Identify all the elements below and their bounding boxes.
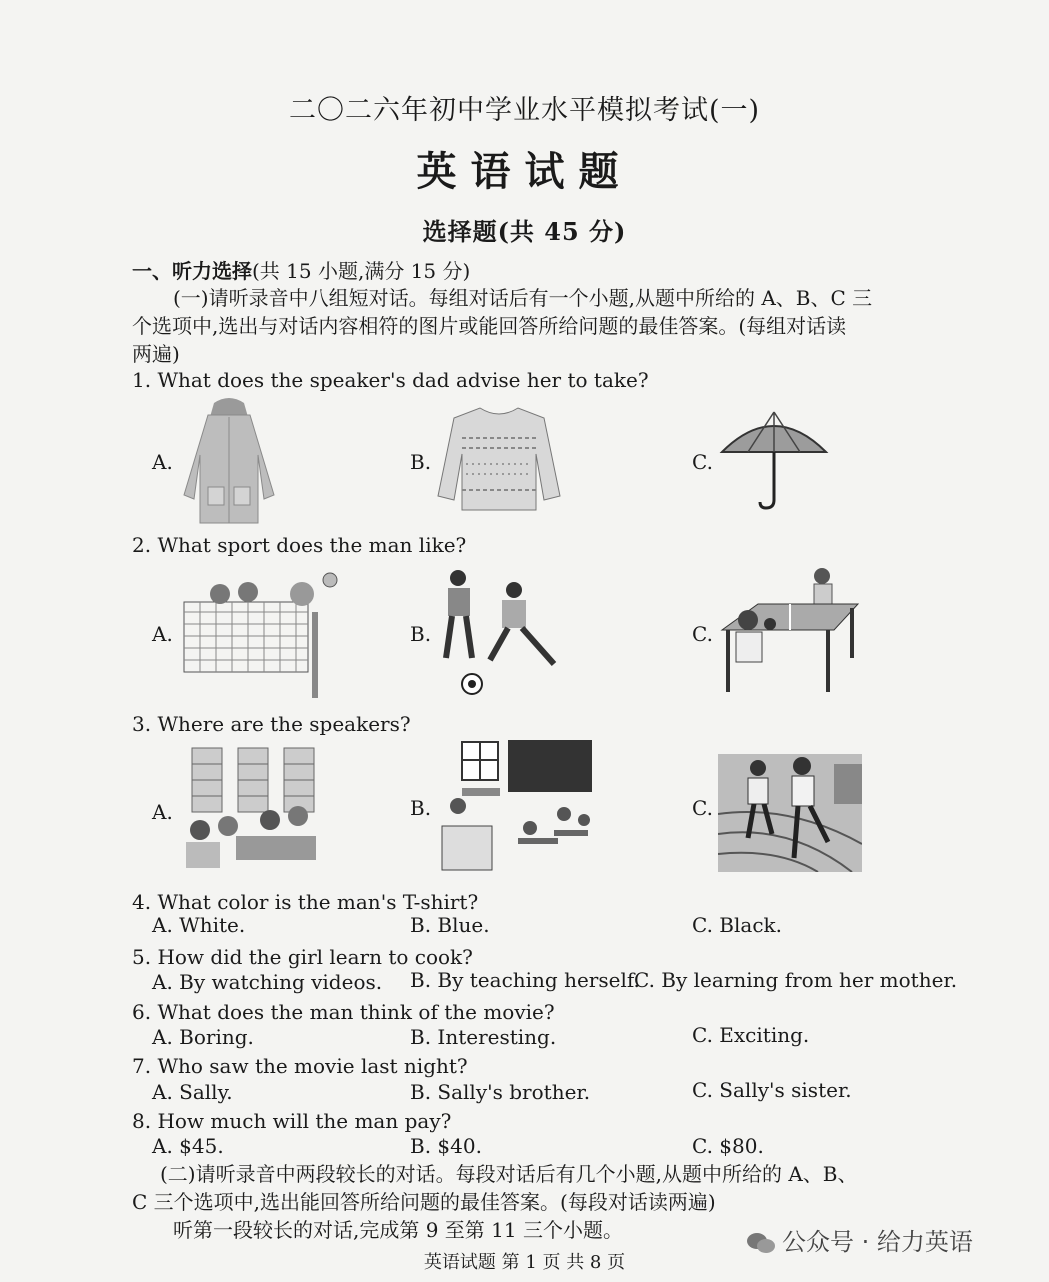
option-text: B. Sally's brother. [410,1080,591,1104]
option-text: B. By teaching herself. [410,968,640,992]
option-label: A. [152,800,173,824]
option-text: A. Boring. [152,1025,254,1049]
question-4: 4. What color is the man's T-shirt? [132,890,479,914]
volleyball-image [180,572,340,700]
classroom-image [438,740,592,872]
option-text: C. By learning from her mother. [634,968,958,992]
library-image [180,744,322,876]
page-footer: 英语试题 第 1 页 共 8 页 [423,1252,626,1273]
option-text: A. $45. [152,1134,224,1158]
instruction-line: (二)请听录音中两段较长的对话。每段对话后有几个小题,从题中所给的 A、B、 [160,1162,858,1186]
part-title: 选择题(共 45 分) [422,217,627,246]
instruction-line: 个选项中,选出与对话内容相符的图片或能回答所给问题的最佳答案。(每组对话读 [132,314,847,338]
option-text: C. $80. [692,1134,764,1158]
table-tennis-image [718,566,860,696]
section-heading-note: (共 15 小题,满分 15 分) [252,259,471,283]
option-label: A. [152,450,173,474]
subject-title: 英语试题 [416,148,633,195]
instruction-line: C 三个选项中,选出能回答所给问题的最佳答案。(每段对话读两遍) [132,1190,716,1214]
option-label: C. [692,796,713,820]
umbrella-image [718,408,830,512]
option-text: C. Sally's sister. [692,1078,852,1102]
question-5: 5. How did the girl learn to cook? [132,945,473,969]
exam-title: 二〇二六年初中学业水平模拟考试(一) [288,95,761,126]
question-3: 3. Where are the speakers? [132,712,411,736]
option-text: C. Exciting. [692,1023,810,1047]
question-6: 6. What does the man think of the movie? [132,1000,555,1024]
sweater-image [436,404,562,512]
question-8: 8. How much will the man pay? [132,1109,452,1133]
raincoat-image [178,395,280,525]
playground-image [718,754,862,872]
question-1: 1. What does the speaker's dad advise her to take? [132,368,649,392]
instruction-line: 听第一段较长的对话,完成第 9 至第 11 三个小题。 [173,1218,623,1242]
option-label: A. [152,622,173,646]
instruction-line: (一)请听录音中八组短对话。每组对话后有一个小题,从题中所给的 A、B、C 三 [173,286,873,310]
option-text: A. White. [152,913,246,937]
option-text: B. Blue. [410,913,490,937]
section-heading [132,257,470,285]
option-text: B. Interesting. [410,1025,557,1049]
option-text: A. By watching videos. [152,970,383,994]
football-image [438,568,564,696]
watermark-text: 公众号 · 给力英语 [782,1228,973,1256]
question-7: 7. Who saw the movie last night? [132,1054,468,1078]
option-label: B. [410,622,432,646]
section-heading-label: 一、听力选择 [132,259,252,283]
instruction-line: 两遍) [132,342,180,366]
option-text: B. $40. [410,1134,482,1158]
option-text: C. Black. [692,913,782,937]
question-2: 2. What sport does the man like? [132,533,467,557]
option-text: A. Sally. [152,1080,233,1104]
option-label: C. [692,450,713,474]
option-label: B. [410,796,432,820]
option-label: B. [410,450,432,474]
option-label: C. [692,622,713,646]
